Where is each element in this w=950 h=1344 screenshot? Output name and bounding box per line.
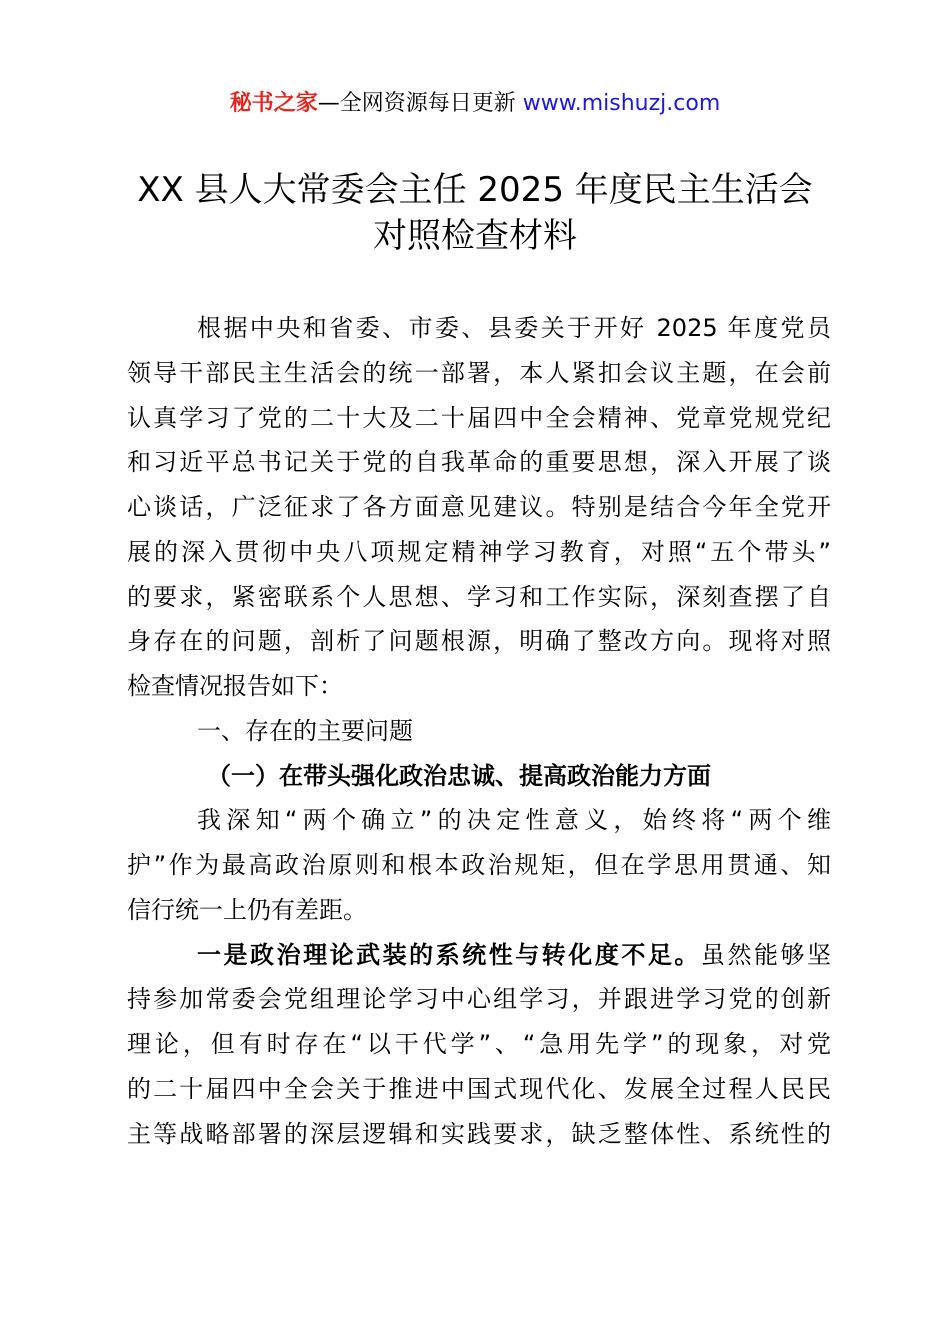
subsection-heading: （一）在带头强化政治忠诚、提高政治能力方面	[207, 761, 711, 790]
brand-name: 秘书之家	[229, 91, 318, 116]
paragraph-line: 护”作为最高政治原则和根本政治规矩，但在学思用贯通、知	[127, 851, 831, 879]
site-url-link[interactable]: www.mishuzj.com	[522, 91, 721, 116]
paragraph-line: 展的深入贯彻中央八项规定精神学习教育，对照“五个带头”	[127, 537, 831, 566]
paragraph-line: 的二十届四中全会关于推进中国式现代化、发展全过程人民民	[127, 1074, 831, 1103]
paragraph-line: 检查情况报告如下：	[127, 672, 343, 700]
paragraph-line: 理论，但有时存在“以干代学”、“急用先学”的现象，对党	[127, 1030, 831, 1058]
paragraph-line: 主等战略部署的深层逻辑和实践要求，缺乏整体性、系统性的	[127, 1119, 831, 1148]
bold-lead-sentence: 一是政治理论武装的系统性与转化度不足。	[197, 940, 701, 969]
paragraph-line: 认真学习了党的二十大及二十届四中全会精神、党章党规党纪	[127, 403, 831, 432]
paragraph-line: 的要求，紧密联系个人思想、学习和工作实际，深刻查摆了自	[127, 582, 831, 611]
document-body	[127, 306, 831, 1156]
paragraph-line: 我深知“两个确立”的决定性意义，始终将“两个维	[197, 806, 831, 835]
document-title-line-1: XX 县人大常委会主任 2025 年度民主生活会	[137, 170, 813, 210]
banner-tagline: —全网资源每日更新	[317, 91, 523, 116]
paragraph-line: 领导干部民主生活会的统一部署，本人紧扣会议主题，在会前	[127, 358, 831, 387]
paragraph-line: 心谈话，广泛征求了各方面意见建议。特别是结合今年全党开	[127, 493, 831, 521]
paragraph-line: 信行统一上仍有差距。	[127, 895, 367, 924]
paragraph-line: 持参加常委会党组理论学习中心组学习，并跟进学习党的创新	[127, 985, 831, 1014]
site-banner	[0, 88, 950, 120]
paragraph-line	[127, 933, 831, 978]
section-heading: 一、存在的主要问题	[197, 716, 413, 745]
paragraph-line: 根据中央和省委、市委、县委关于开好 2025 年度党员	[197, 314, 831, 342]
paragraph-text: 虽然能够坚	[700, 940, 832, 969]
paragraph-line: 和习近平总书记关于党的自我革命的重要思想，深入开展了谈	[127, 448, 831, 477]
paragraph-line: 身存在的问题，剖析了问题根源，明确了整改方向。现将对照	[127, 627, 831, 656]
document-title-line-2: 对照检查材料	[373, 216, 577, 256]
